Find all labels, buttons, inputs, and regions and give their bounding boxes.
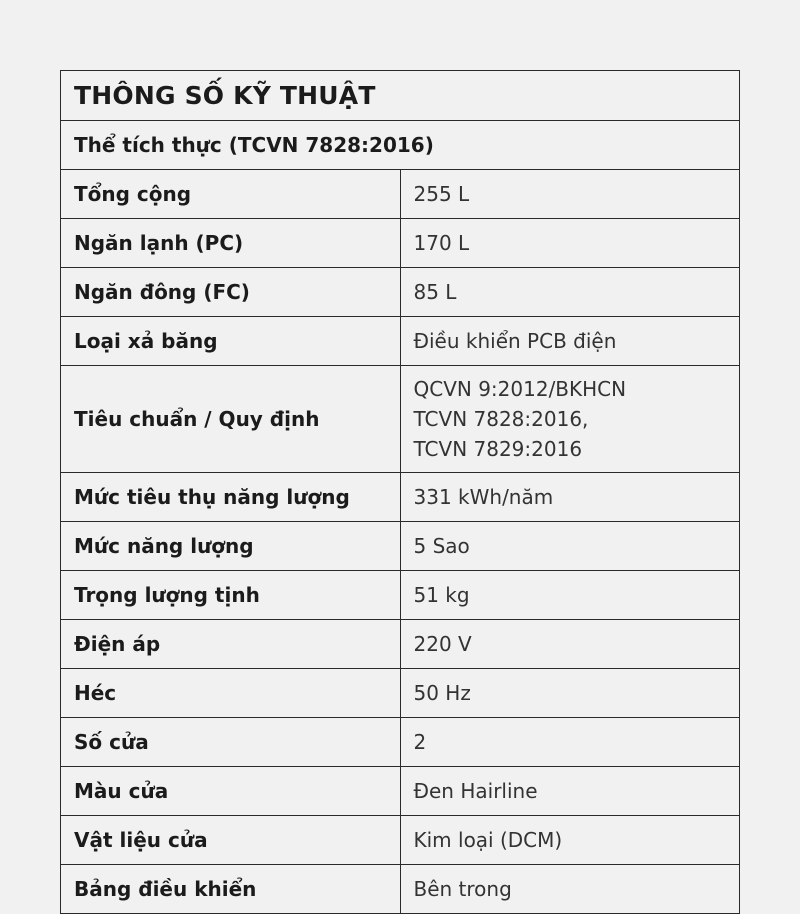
row-value: 255 L	[400, 170, 740, 219]
table-row	[61, 620, 740, 669]
row-value: 2	[400, 718, 740, 767]
row-label: Mức năng lượng	[61, 522, 401, 571]
section-row	[61, 121, 740, 170]
row-label: Tiêu chuẩn / Quy định	[61, 366, 401, 473]
row-label: Bảng điều khiển	[61, 865, 401, 914]
table-row	[61, 718, 740, 767]
row-label: Trọng lượng tịnh	[61, 571, 401, 620]
row-value: Đen Hairline	[400, 767, 740, 816]
table-row	[61, 366, 740, 473]
row-label: Loại xả băng	[61, 317, 401, 366]
row-label: Ngăn đông (FC)	[61, 268, 401, 317]
table-row	[61, 816, 740, 865]
table-row	[61, 219, 740, 268]
row-label: Điện áp	[61, 620, 401, 669]
value-line: QCVN 9:2012/BKHCN	[413, 377, 627, 401]
value-line: TCVN 7828:2016,	[413, 407, 589, 431]
row-value: 50 Hz	[400, 669, 740, 718]
table-title: THÔNG SỐ KỸ THUẬT	[61, 71, 740, 121]
row-value: 170 L	[400, 219, 740, 268]
row-value: 85 L	[400, 268, 740, 317]
spec-table	[60, 70, 740, 914]
table-title-row	[61, 71, 740, 121]
table-row	[61, 767, 740, 816]
row-label: Mức tiêu thụ năng lượng	[61, 473, 401, 522]
row-label: Vật liệu cửa	[61, 816, 401, 865]
table-row	[61, 669, 740, 718]
table-row	[61, 571, 740, 620]
row-label: Tổng cộng	[61, 170, 401, 219]
row-label: Màu cửa	[61, 767, 401, 816]
table-row	[61, 317, 740, 366]
row-value: Kim loại (DCM)	[400, 816, 740, 865]
row-label: Ngăn lạnh (PC)	[61, 219, 401, 268]
table-row	[61, 522, 740, 571]
table-row	[61, 865, 740, 914]
row-value	[400, 366, 740, 473]
value-line: TCVN 7829:2016	[413, 437, 583, 461]
row-value: 220 V	[400, 620, 740, 669]
row-value: Bên trong	[400, 865, 740, 914]
row-value: 331 kWh/năm	[400, 473, 740, 522]
row-value: Điều khiển PCB điện	[400, 317, 740, 366]
table-row	[61, 268, 740, 317]
section-heading: Thể tích thực (TCVN 7828:2016)	[61, 121, 740, 170]
table-row	[61, 473, 740, 522]
row-label: Số cửa	[61, 718, 401, 767]
table-row	[61, 170, 740, 219]
row-label: Héc	[61, 669, 401, 718]
row-value: 5 Sao	[400, 522, 740, 571]
row-value: 51 kg	[400, 571, 740, 620]
